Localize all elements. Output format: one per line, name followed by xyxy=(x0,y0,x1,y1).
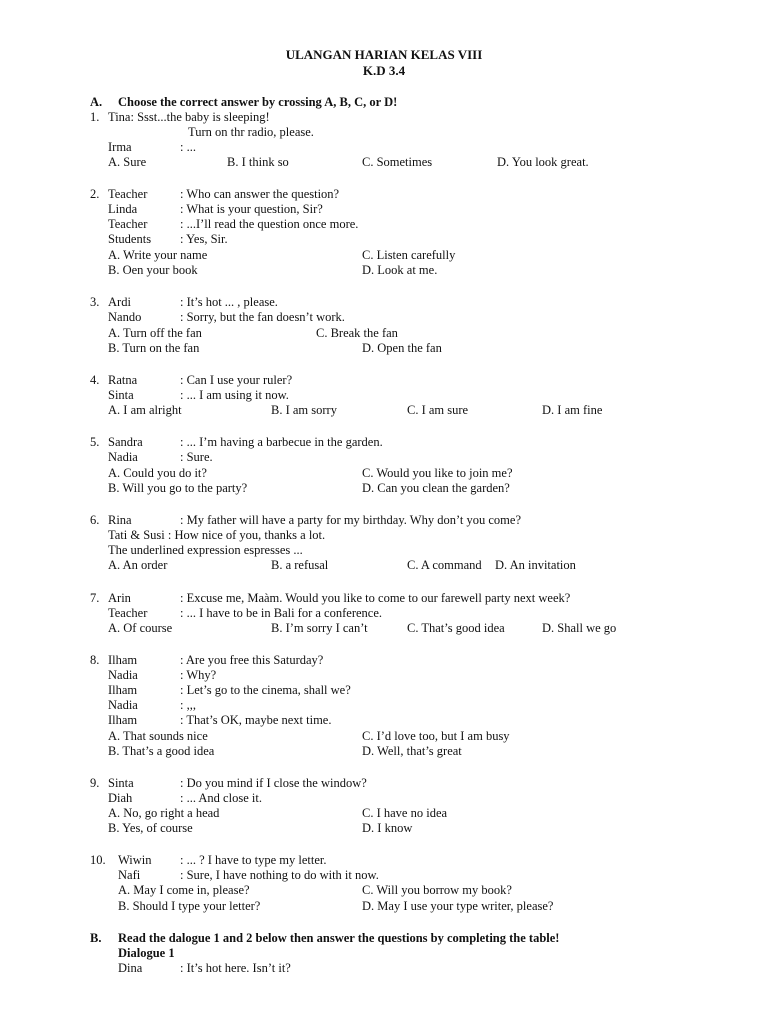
q8-option-d: D. Well, that’s great xyxy=(362,744,462,758)
q7-speaker-2: Teacher xyxy=(108,606,148,620)
q9-option-b: B. Yes, of course xyxy=(108,821,193,835)
q5-option-c: C. Would you like to join me? xyxy=(362,466,513,480)
q8-line-1: : Are you free this Saturday? xyxy=(180,653,324,667)
page-subtitle: K.D 3.4 xyxy=(362,63,406,78)
q1-line-1: Tina: Ssst...the baby is sleeping! xyxy=(108,110,270,124)
q4-line-2: : ... I am using it now. xyxy=(180,388,289,402)
dialogue-1-speaker-1: Dina xyxy=(118,961,143,975)
q10-option-a: A. May I come in, please? xyxy=(118,883,250,897)
q9-option-c: C. I have no idea xyxy=(362,806,448,820)
q10-speaker-2: Nafi xyxy=(118,868,141,882)
q2-speaker-3: Teacher xyxy=(108,217,148,231)
q8-speaker-2: Nadia xyxy=(108,668,138,682)
q10-option-c: C. Will you borrow my book? xyxy=(362,883,512,897)
section-a-label: A. xyxy=(90,95,103,109)
q7-option-d: D. Shall we go xyxy=(542,621,617,635)
q7-line-2: : ... I have to be in Bali for a conference. xyxy=(180,606,382,620)
q8-option-a: A. That sounds nice xyxy=(108,729,208,743)
q4-speaker-2: Sinta xyxy=(108,388,134,402)
q8-line-5: : That’s OK, maybe next time. xyxy=(180,713,332,727)
q4-option-c: C. I am sure xyxy=(407,403,469,417)
q4-option-b: B. I am sorry xyxy=(271,403,337,417)
q4-speaker-1: Ratna xyxy=(108,373,138,387)
q4-option-a: A. I am alright xyxy=(108,403,182,417)
q9-option-a: A. No, go right a head xyxy=(108,806,220,820)
q2-speaker-1: Teacher xyxy=(108,187,148,201)
q2-line-3: : ...I’ll read the question once more. xyxy=(180,217,359,231)
q5-option-d: D. Can you clean the garden? xyxy=(362,481,510,495)
q7-speaker-1: Arin xyxy=(108,591,131,605)
q3-option-a: A. Turn off the fan xyxy=(108,326,202,340)
q3-option-c: C. Break the fan xyxy=(316,326,398,340)
q5-line-2: : Sure. xyxy=(180,450,213,464)
q7-option-c: C. That’s good idea xyxy=(407,621,505,635)
q7-option-a: A. Of course xyxy=(108,621,173,635)
q7-number: 7. xyxy=(90,591,100,605)
q1-option-c: C. Sometimes xyxy=(362,155,433,169)
q1-option-b: B. I think so xyxy=(227,155,289,169)
q6-option-d: D. An invitation xyxy=(495,558,576,572)
q3-line-1: : It’s hot ... , please. xyxy=(180,295,278,309)
q2-option-c: C. Listen carefully xyxy=(362,248,456,262)
q10-number: 10. xyxy=(90,853,106,867)
q2-option-a: A. Write your name xyxy=(108,248,208,262)
q2-number: 2. xyxy=(90,187,100,201)
q10-speaker-1: Wiwin xyxy=(118,853,152,867)
q3-option-b: B. Turn on the fan xyxy=(108,341,200,355)
q1-speaker-2: Irma xyxy=(108,140,132,154)
q7-line-1: : Excuse me, Maàm. Would you like to come to our farewell party next week? xyxy=(180,591,571,605)
q6-line-3: The underlined expression espresses ... xyxy=(108,543,303,557)
q9-line-1: : Do you mind if I close the window? xyxy=(180,776,367,790)
q1-option-a: A. Sure xyxy=(108,155,147,169)
q2-speaker-2: Linda xyxy=(108,202,138,216)
q3-line-2: : Sorry, but the fan doesn’t work. xyxy=(180,310,345,324)
q4-number: 4. xyxy=(90,373,100,387)
q5-speaker-2: Nadia xyxy=(108,450,138,464)
q2-speaker-4: Students xyxy=(108,232,152,246)
q10-line-1: : ... ? I have to type my letter. xyxy=(180,853,327,867)
q5-number: 5. xyxy=(90,435,100,449)
q5-line-1: : ... I’m having a barbecue in the garden. xyxy=(180,435,383,449)
q8-speaker-4: Nadia xyxy=(108,698,138,712)
q5-option-a: A. Could you do it? xyxy=(108,466,207,480)
q6-number: 6. xyxy=(90,513,100,527)
q2-line-1: : Who can answer the question? xyxy=(180,187,340,201)
q8-line-3: : Let’s go to the cinema, shall we? xyxy=(180,683,351,697)
q10-option-d: D. May I use your type writer, please? xyxy=(362,899,554,913)
q2-line-2: : What is your question, Sir? xyxy=(180,202,323,216)
q9-option-d: D. I know xyxy=(362,821,413,835)
q2-option-d: D. Look at me. xyxy=(362,263,438,277)
q9-speaker-2: Diah xyxy=(108,791,133,805)
q3-speaker-2: Nando xyxy=(108,310,142,324)
section-b-instruction: Read the dalogue 1 and 2 below then answer the questions by completing the table! xyxy=(118,931,560,945)
q4-option-d: D. I am fine xyxy=(542,403,603,417)
section-a-instruction: Choose the correct answer by crossing A, B, C, or D! xyxy=(118,95,398,109)
q8-line-4: : ,,, xyxy=(180,698,196,712)
q6-option-c: C. A command xyxy=(407,558,482,572)
page-title: ULANGAN HARIAN KELAS VIII xyxy=(285,47,483,62)
dialogue-1-title: Dialogue 1 xyxy=(118,946,175,960)
dialogue-1-line-1: : It’s hot here. Isn’t it? xyxy=(180,961,291,975)
q1-line-1b: Turn on thr radio, please. xyxy=(188,125,314,139)
q8-line-2: : Why? xyxy=(180,668,217,682)
q5-option-b: B. Will you go to the party? xyxy=(108,481,248,495)
q3-speaker-1: Ardi xyxy=(108,295,131,309)
q10-line-2: : Sure, I have nothing to do with it now. xyxy=(180,868,379,882)
q5-speaker-1: Sandra xyxy=(108,435,143,449)
q9-number: 9. xyxy=(90,776,100,790)
q8-speaker-1: Ilham xyxy=(108,653,138,667)
q8-number: 8. xyxy=(90,653,100,667)
q1-line-2: : ... xyxy=(180,140,196,154)
q8-option-b: B. That’s a good idea xyxy=(108,744,215,758)
q3-number: 3. xyxy=(90,295,100,309)
q8-option-c: C. I’d love too, but I am busy xyxy=(362,729,510,743)
q7-option-b: B. I’m sorry I can’t xyxy=(271,621,368,635)
q9-speaker-1: Sinta xyxy=(108,776,134,790)
q6-option-b: B. a refusal xyxy=(271,558,329,572)
q2-option-b: B. Oen your book xyxy=(108,263,198,277)
q10-option-b: B. Should I type your letter? xyxy=(118,899,261,913)
q6-speaker-1: Rina xyxy=(108,513,132,527)
q8-speaker-3: Ilham xyxy=(108,683,138,697)
q6-line-2: Tati & Susi : How nice of you, thanks a lot. xyxy=(108,528,326,542)
q8-speaker-5: Ilham xyxy=(108,713,138,727)
q3-option-d: D. Open the fan xyxy=(362,341,442,355)
q9-line-2: : ... And close it. xyxy=(180,791,262,805)
q6-option-a: A. An order xyxy=(108,558,168,572)
q6-line-1: : My father will have a party for my birthday. Why don’t you come? xyxy=(180,513,521,527)
q1-number: 1. xyxy=(90,110,100,124)
section-b-label: B. xyxy=(90,931,102,945)
q1-option-d: D. You look great. xyxy=(497,155,589,169)
q4-line-1: : Can I use your ruler? xyxy=(180,373,293,387)
q2-line-4: : Yes, Sir. xyxy=(180,232,228,246)
